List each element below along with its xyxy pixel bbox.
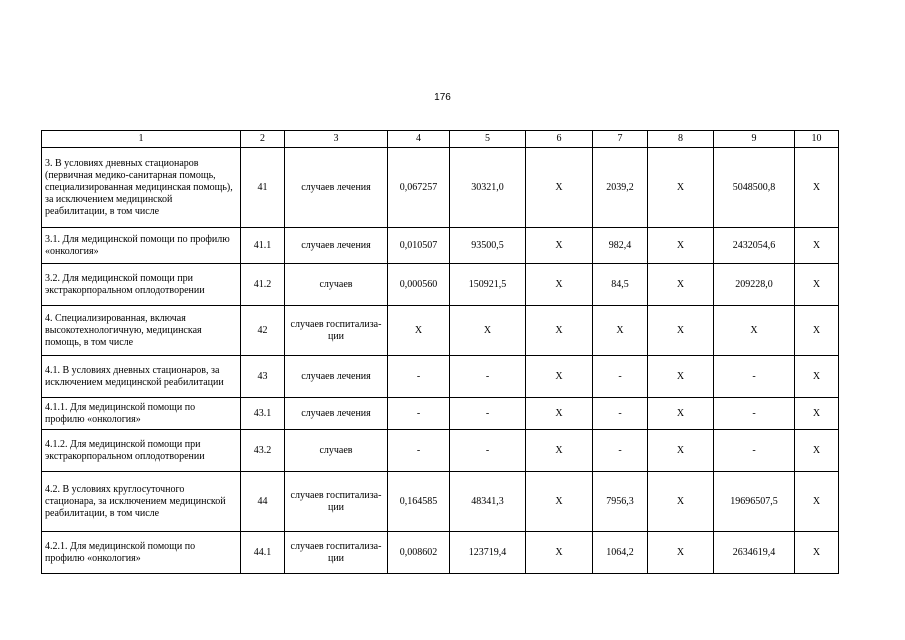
row-name: 4.1. В условиях дневных стационаров, за исключением медицинской реабилитации (42, 356, 241, 398)
cell-value: X (795, 228, 839, 264)
row-name: 3.1. Для медицинской помощи по профилю «онкология» (42, 228, 241, 264)
cell-value: 0,010507 (388, 228, 450, 264)
column-header: 3 (285, 131, 388, 148)
cell-value: X (795, 472, 839, 532)
cell-value: X (795, 264, 839, 306)
row-name: 3.2. Для медицинской помощи при экстракорпоральном оплодотворении (42, 264, 241, 306)
cell-value: X (795, 398, 839, 430)
cell-value: - (388, 356, 450, 398)
row-name: 4.1.1. Для медицинской помощи по профилю «онкология» (42, 398, 241, 430)
cell-value: X (648, 398, 714, 430)
cell-value: 0,067257 (388, 148, 450, 228)
table-row (42, 532, 839, 574)
column-header: 1 (42, 131, 241, 148)
page-number: 176 (434, 92, 451, 103)
table-row (42, 148, 839, 228)
row-name: 3. В условиях дневных стационаров (первичная медико-санитарная помощь, специализированная медицинская помощь), за исключением медицинской реабилитации, в том числе (42, 148, 241, 228)
column-header: 5 (450, 131, 526, 148)
cell-value: X (795, 356, 839, 398)
cell-value: - (714, 430, 795, 472)
column-header: 6 (526, 131, 593, 148)
cell-value: 1064,2 (593, 532, 648, 574)
row-unit: случаев лечения (285, 228, 388, 264)
row-unit: случаев госпитализа-ции (285, 306, 388, 356)
cell-value: 982,4 (593, 228, 648, 264)
cell-value: 48341,3 (450, 472, 526, 532)
row-code: 41 (241, 148, 285, 228)
row-name: 4. Специализированная, включая высокотехнологичную, медицинская помощь, в том числе (42, 306, 241, 356)
cell-value: X (648, 148, 714, 228)
cell-value: 93500,5 (450, 228, 526, 264)
column-header: 7 (593, 131, 648, 148)
row-code: 44.1 (241, 532, 285, 574)
cell-value: X (648, 228, 714, 264)
column-header: 4 (388, 131, 450, 148)
cell-value: - (714, 356, 795, 398)
cell-value: X (526, 264, 593, 306)
cell-value: X (526, 472, 593, 532)
cell-value: 2039,2 (593, 148, 648, 228)
table-row (42, 398, 839, 430)
cell-value: - (714, 398, 795, 430)
cell-value: 0,000560 (388, 264, 450, 306)
cell-value: 30321,0 (450, 148, 526, 228)
cell-value: X (526, 148, 593, 228)
cell-value: - (450, 356, 526, 398)
cell-value: - (593, 356, 648, 398)
cell-value: 19696507,5 (714, 472, 795, 532)
column-header: 9 (714, 131, 795, 148)
cell-value: 2634619,4 (714, 532, 795, 574)
cell-value: X (714, 306, 795, 356)
cell-value: 209228,0 (714, 264, 795, 306)
row-code: 43 (241, 356, 285, 398)
row-unit: случаев (285, 264, 388, 306)
cell-value: X (388, 306, 450, 356)
row-unit: случаев госпитализа-ции (285, 532, 388, 574)
cell-value: X (526, 306, 593, 356)
cell-value: - (450, 398, 526, 430)
row-code: 43.1 (241, 398, 285, 430)
header-row (42, 131, 839, 148)
cell-value: 0,164585 (388, 472, 450, 532)
row-name: 4.2.1. Для медицинской помощи по профилю «онкология» (42, 532, 241, 574)
cell-value: - (593, 398, 648, 430)
cell-value: - (450, 430, 526, 472)
cell-value: 0,008602 (388, 532, 450, 574)
cell-value: X (648, 356, 714, 398)
cell-value: 5048500,8 (714, 148, 795, 228)
row-unit: случаев лечения (285, 148, 388, 228)
row-code: 42 (241, 306, 285, 356)
cell-value: 150921,5 (450, 264, 526, 306)
row-unit: случаев (285, 430, 388, 472)
row-name: 4.2. В условиях круглосуточного стационара, за исключением медицинской реабилитации, в том числе (42, 472, 241, 532)
row-unit: случаев госпитализа-ции (285, 472, 388, 532)
row-code: 41.2 (241, 264, 285, 306)
cell-value: - (388, 398, 450, 430)
cell-value: - (593, 430, 648, 472)
cell-value: X (795, 430, 839, 472)
cell-value: X (648, 532, 714, 574)
cell-value: X (450, 306, 526, 356)
cell-value: 84,5 (593, 264, 648, 306)
cell-value: X (648, 472, 714, 532)
cell-value: X (648, 430, 714, 472)
cell-value: X (526, 398, 593, 430)
column-header: 2 (241, 131, 285, 148)
table-row (42, 306, 839, 356)
cell-value: X (795, 306, 839, 356)
cell-value: X (526, 356, 593, 398)
cell-value: 123719,4 (450, 532, 526, 574)
table-row (42, 264, 839, 306)
column-header: 8 (648, 131, 714, 148)
cell-value: X (526, 430, 593, 472)
cell-value: X (795, 532, 839, 574)
table-row (42, 430, 839, 472)
row-unit: случаев лечения (285, 398, 388, 430)
cell-value: X (795, 148, 839, 228)
row-code: 43.2 (241, 430, 285, 472)
row-code: 44 (241, 472, 285, 532)
cell-value: 7956,3 (593, 472, 648, 532)
table-row (42, 228, 839, 264)
row-code: 41.1 (241, 228, 285, 264)
table-row (42, 472, 839, 532)
cell-value: - (388, 430, 450, 472)
cell-value: X (648, 306, 714, 356)
table-row (42, 356, 839, 398)
row-unit: случаев лечения (285, 356, 388, 398)
data-table (41, 130, 839, 574)
cell-value: X (526, 532, 593, 574)
cell-value: X (526, 228, 593, 264)
cell-value: 2432054,6 (714, 228, 795, 264)
column-header: 10 (795, 131, 839, 148)
row-name: 4.1.2. Для медицинской помощи при экстракорпоральном оплодотворении (42, 430, 241, 472)
cell-value: X (593, 306, 648, 356)
cell-value: X (648, 264, 714, 306)
